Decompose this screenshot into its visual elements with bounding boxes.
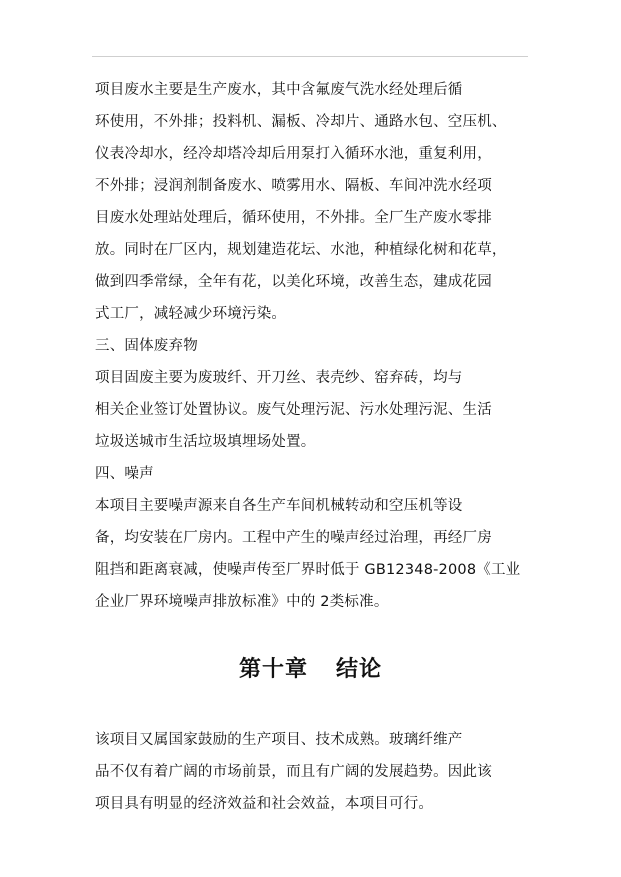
chapter-number: 第十章	[238, 656, 308, 682]
noise-line-1: 本项目主要噪声源来自各生产车间机械转动和空压机等设	[95, 498, 463, 514]
wastewater-line-2: 环使用，不外排；投料机、漏板、冷却片、通路水包、空压机、	[95, 114, 507, 130]
wastewater-line-5: 目废水处理站处理后，循环使用，不外排。全厂生产废水零排	[95, 210, 492, 226]
conclusion-line-2: 品不仅有着广阔的市场前景，而且有广阔的发展趋势。因此该	[95, 764, 492, 780]
conclusion-line-1: 该项目又属国家鼓励的生产项目、技术成熟。玻璃纤维产	[95, 732, 463, 748]
wastewater-line-1: 项目废水主要是生产废水，其中含氟废气洗水经处理后循	[95, 82, 463, 98]
wastewater-line-6: 放。同时在厂区内，规划建造花坛、水池，种植绿化树和花草，	[95, 242, 507, 258]
wastewater-line-8: 式工厂，减轻减少环境污染。	[95, 306, 287, 322]
solid-waste-line-3: 垃圾送城市生活垃圾填埋场处置。	[95, 434, 316, 450]
noise-line-4: 企业厂界环境噪声排放标准》中的 2类标准。	[95, 594, 389, 610]
conclusion-line-3: 项目具有明显的经济效益和社会效益，本项目可行。	[95, 796, 434, 812]
wastewater-line-7: 做到四季常绿，全年有花，以美化环境，改善生态，建成花园	[95, 274, 492, 290]
noise-line-2: 备，均安装在厂房内。工程中产生的噪声经过治理，再经厂房	[95, 530, 492, 546]
solid-waste-line-2: 相关企业签订处置协议。废气处理污泥、污水处理污泥、生活	[95, 402, 492, 418]
wastewater-line-3: 仪表冷却水，经冷却塔冷却后用泵打入循环水池，重复利用，	[95, 146, 492, 162]
header-rule	[92, 56, 528, 57]
chapter-title	[0, 654, 621, 684]
chapter-name: 结论	[336, 656, 383, 682]
noise-line-3: 阻挡和距离衰减，使噪声传至厂界时低于 GB12348-2008《工业	[95, 562, 521, 578]
wastewater-line-4: 不外排；浸润剂制备废水、喷雾用水、隔板、车间冲洗水经项	[95, 178, 492, 194]
heading-noise: 四、噪声	[95, 466, 154, 482]
heading-solid-waste: 三、固体废弃物	[95, 338, 198, 354]
solid-waste-line-1: 项目固废主要为废玻纤、开刀丝、表壳纱、窑弃砖，均与	[95, 370, 463, 386]
